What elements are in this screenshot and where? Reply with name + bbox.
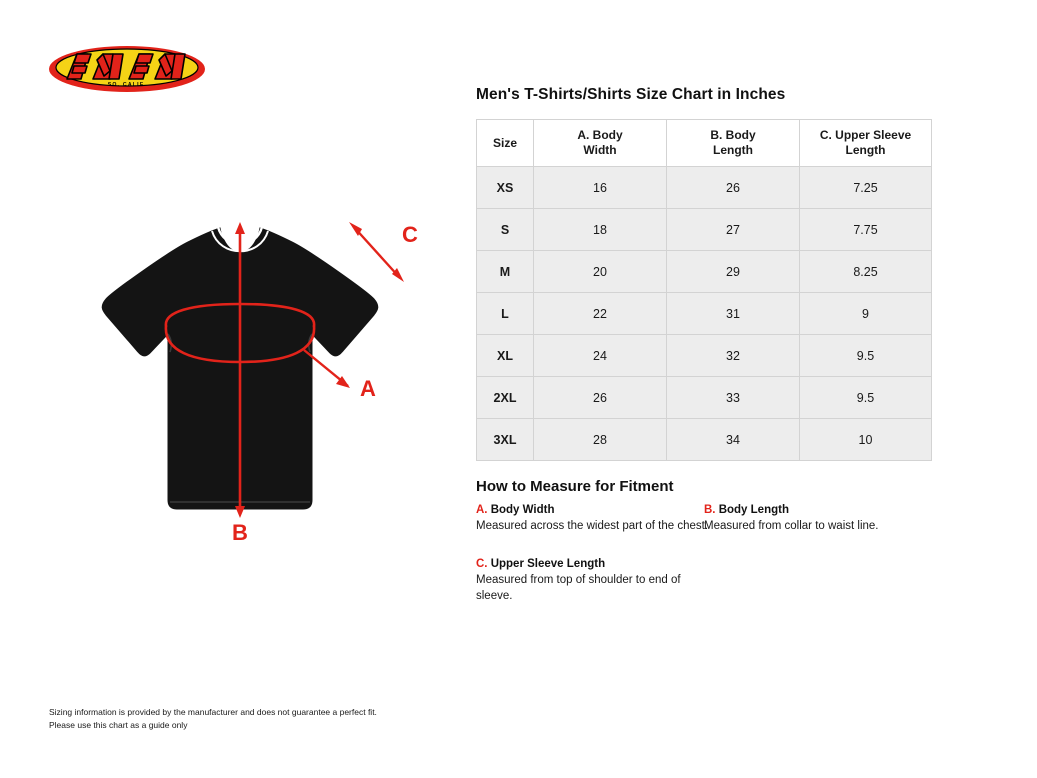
- cell-body-width: 16: [534, 167, 667, 209]
- size-chart-panel: [476, 86, 976, 602]
- table-row: [477, 377, 932, 419]
- table-row: [477, 419, 932, 461]
- table-row: [477, 209, 932, 251]
- column-header-sleeve-length: C. Upper Sleeve Length: [800, 120, 932, 167]
- cell-size: 3XL: [477, 419, 534, 461]
- size-chart-table: [476, 119, 932, 461]
- measure-name: Upper Sleeve Length: [490, 558, 606, 570]
- cell-body-width: 18: [534, 209, 667, 251]
- fmf-logo-icon: [47, 44, 207, 94]
- cell-body-length: 31: [667, 293, 800, 335]
- table-row: [477, 167, 932, 209]
- measure-heading: [476, 504, 716, 516]
- cell-sleeve-length: 9.5: [800, 335, 932, 377]
- cell-body-width: 26: [534, 377, 667, 419]
- measure-description: Measured from top of shoulder to end of sleeve.: [476, 574, 681, 602]
- measure-item-sleeve-length: [476, 558, 716, 604]
- column-header-body-length: B. Body Length: [667, 120, 800, 167]
- cell-sleeve-length: 8.25: [800, 251, 932, 293]
- table-row: [477, 293, 932, 335]
- tshirt-diagram: [60, 200, 460, 560]
- column-header-body-width: A. Body Width: [534, 120, 667, 167]
- cell-body-length: 26: [667, 167, 800, 209]
- cell-sleeve-length: 9: [800, 293, 932, 335]
- cell-sleeve-length: 7.75: [800, 209, 932, 251]
- cell-sleeve-length: 9.5: [800, 377, 932, 419]
- disclaimer-line-2: Please use this chart as a guide only: [49, 719, 188, 730]
- measure-heading: [476, 558, 716, 570]
- cell-body-length: 33: [667, 377, 800, 419]
- cell-body-width: 20: [534, 251, 667, 293]
- measure-item-body-length: [704, 504, 944, 535]
- measure-letter: C.: [476, 558, 488, 570]
- measure-description: Measured across the widest part of the chest.: [476, 520, 709, 532]
- svg-text:SO. CALIF.: SO. CALIF.: [107, 82, 147, 88]
- cell-size: S: [477, 209, 534, 251]
- diagram-label-b: B: [232, 520, 248, 545]
- table-header-row: [477, 120, 932, 167]
- cell-body-width: 22: [534, 293, 667, 335]
- cell-size: 2XL: [477, 377, 534, 419]
- measure-heading: [704, 504, 944, 516]
- table-row: [477, 251, 932, 293]
- tshirt-illustration-icon: [60, 200, 460, 560]
- cell-size: L: [477, 293, 534, 335]
- cell-body-width: 28: [534, 419, 667, 461]
- measure-letter: B.: [704, 504, 716, 516]
- cell-body-length: 34: [667, 419, 800, 461]
- cell-size: M: [477, 251, 534, 293]
- measure-item-body-width: [476, 504, 716, 535]
- cell-size: XS: [477, 167, 534, 209]
- cell-sleeve-length: 10: [800, 419, 932, 461]
- measure-description: Measured from collar to waist line.: [704, 520, 879, 532]
- table-row: [477, 335, 932, 377]
- page-title: Men's T-Shirts/Shirts Size Chart in Inches: [476, 86, 786, 103]
- cell-body-length: 32: [667, 335, 800, 377]
- measure-name: Body Width: [490, 504, 555, 516]
- cell-sleeve-length: 7.25: [800, 167, 932, 209]
- diagram-label-a: A: [360, 376, 376, 401]
- disclaimer-line-1: Sizing information is provided by the manufacturer and does not guarantee a perfect fit.: [49, 707, 377, 717]
- how-to-measure-title: How to Measure for Fitment: [476, 478, 674, 495]
- measure-letter: A.: [476, 504, 488, 516]
- diagram-label-c: C: [402, 222, 418, 247]
- cell-size: XL: [477, 335, 534, 377]
- fmf-logo: [47, 44, 207, 94]
- cell-body-width: 24: [534, 335, 667, 377]
- measure-name: Body Length: [718, 504, 789, 516]
- cell-body-length: 29: [667, 251, 800, 293]
- how-to-measure-list: [476, 504, 931, 602]
- disclaimer: [49, 706, 469, 732]
- cell-body-length: 27: [667, 209, 800, 251]
- column-header-size: Size: [477, 120, 534, 167]
